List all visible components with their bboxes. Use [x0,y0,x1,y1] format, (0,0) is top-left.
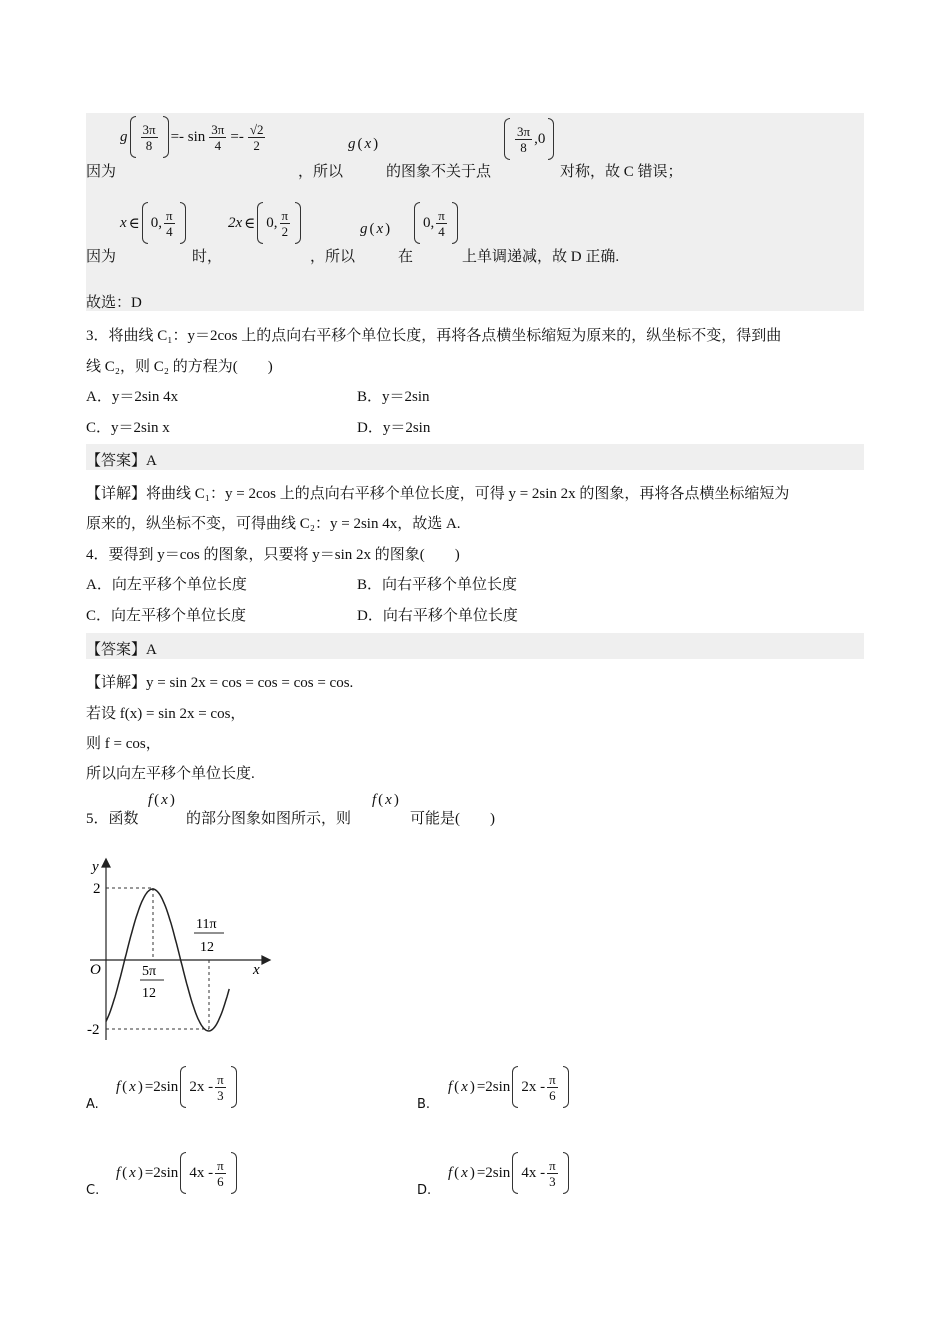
y-min-label: -2 [87,1022,100,1038]
q3-line2: 线 C₂，则 C₂ 的方程为( ) [86,359,273,375]
x-axis-arrow [262,956,270,964]
inner-term: 2x - [521,1078,546,1095]
denominator: 4 [166,223,173,239]
f-symbol: f [148,792,153,808]
q5-option-b-formula[interactable]: f ( x ) =2sin 2x - $\frac{\pi}{6}$ [448,1066,569,1108]
2x-interval [228,202,301,244]
paren-group [512,1066,568,1108]
block-d-tail: 上单调递减，故 D 正确. [462,249,620,265]
x2-den-label: 12 [200,940,214,955]
g-3pi-8-formula [120,116,267,158]
x-symbol: x [376,221,384,237]
in-symbol: ∈ [244,215,256,232]
eq-minus-sin: =- sin [170,128,206,145]
in-symbol: ∈ [128,215,140,232]
eq-2sin: =2sin [476,1164,511,1181]
numerator: 3π [211,121,225,137]
y-max-label: 2 [93,881,101,897]
q4-option-a[interactable]: A．向左平移个单位长度 [86,577,247,593]
q5-option-d-formula[interactable]: f ( x ) =2sin 4x - $\frac{\pi}{3}$ [448,1152,569,1194]
q5-option-b-letter[interactable]: B. [417,1097,431,1112]
paren-group [504,118,554,160]
q4-detail-line3: 则 f = cos， [86,736,161,752]
q3-answer: 【答案】A [86,453,157,469]
f-symbol: f [116,1078,121,1095]
denominator: 8 [520,139,527,155]
f-symbol: f [116,1164,121,1181]
x-axis-label: x [253,962,260,978]
q5-end: 可能是( ) [410,811,495,827]
point-3pi-8 [504,118,554,160]
numerator: π [281,207,289,223]
q4-detail-line4: 所以向左平移个单位长度. [86,766,255,782]
denominator: 6 [217,1173,224,1189]
choose-answer: 故选：D [86,295,142,311]
g-symbol: g [360,221,368,237]
interval-0-pi4 [414,202,458,244]
denominator: 4 [214,137,222,153]
fraction [436,208,447,239]
eq-2sin: =2sin [144,1078,179,1095]
fraction [547,1072,558,1103]
q4-option-c[interactable]: C．向左平移个单位长度 [86,608,247,624]
denominator: 8 [145,137,153,153]
y-axis-arrow [102,859,110,867]
x1-num-label: 5π [142,964,157,979]
inner-term: 4x - [189,1164,214,1181]
q5-fx-1: f ( x ) [148,792,175,808]
q3-option-a[interactable]: A．y＝2sin 4x [86,389,179,405]
sine-graph [80,855,280,1050]
inner-term: 2x - [189,1078,214,1095]
numerator: √2 [249,121,264,137]
q5-option-c-formula[interactable]: f ( x ) =2sin 4x - $\frac{\pi}{6}$ [116,1152,237,1194]
fraction [547,1158,558,1189]
numerator: π [549,1157,556,1173]
denominator: 2 [281,223,289,239]
x-symbol: x [461,1078,468,1095]
q3-line1: 3．将曲线 C₁：y＝2cos 上的点向右平移个单位长度，再将各点横坐标缩短为原来的，纵坐标不变，得到曲 [86,328,782,344]
x-symbol: x [120,214,127,231]
point-end: ,0 [534,130,546,147]
paren-group [257,202,301,244]
q5-option-a-formula[interactable]: f ( x ) =2sin 2x - $\frac{\pi}{3}$ [116,1066,237,1108]
paren-group [142,202,186,244]
block-d-prefix: 因为 [86,249,117,265]
q5-option-c-letter[interactable]: C. [86,1183,100,1198]
block-c-prefix: 因为 [86,164,117,180]
q3-option-b[interactable]: B．y＝2sin [357,389,430,405]
f-symbol: f [372,792,377,808]
denominator: 4 [438,223,445,239]
zero: 0, [423,214,435,231]
y-axis-label: y [92,859,99,875]
numerator: π [549,1071,556,1087]
x-symbol: x [385,792,392,808]
fraction [515,124,532,155]
f-symbol: f [448,1078,453,1095]
q4-option-b[interactable]: B．向右平移个单位长度 [357,577,518,593]
block-d-so: ，所以 [310,249,356,265]
gx-label: g ( x ) [348,136,379,152]
q4-detail-line2: 若设 f(x) = sin 2x = cos， [86,706,246,722]
zero: 0, [150,214,163,231]
paren-group [180,1152,236,1194]
block-c-sym: 对称，故 C 错误； [560,164,683,180]
numerator: π [166,207,173,223]
fraction [141,122,158,153]
x-symbol: x [461,1164,468,1181]
q5-option-a-letter[interactable]: A. [86,1097,99,1112]
x-symbol: x [161,792,168,808]
gx-label-d: g ( x ) [360,221,391,237]
paren-group [180,1066,236,1108]
paren-group [414,202,458,244]
x-interval [120,202,186,244]
q3-option-d[interactable]: D．y＝2sin [357,420,431,436]
numerator: π [217,1071,224,1087]
g-symbol: g [348,136,356,152]
paren-group [130,116,169,158]
q3-detail-line1: 【详解】将曲线 C₁：y = 2cos 上的点向右平移个单位长度，可得 y = 2sin 2x 的图象，再将各点横坐标缩短为 [86,486,790,502]
numerator: π [217,1157,224,1173]
q4-option-d[interactable]: D．向右平移个单位长度 [357,608,518,624]
q5-mid: 的部分图象如图所示，则 [186,811,352,827]
q4-detail-line1: 【详解】y = sin 2x = cos = cos = cos = cos. [86,675,354,691]
paren-group [512,1152,568,1194]
x-symbol: x [129,1164,136,1181]
origin-label: O [90,962,101,978]
q3-option-c[interactable]: C．y＝2sin x [86,420,170,436]
numerator: 3π [517,123,531,139]
two-x: 2x [228,214,243,231]
answer-shade-q4 [86,633,864,659]
denominator: 3 [217,1087,224,1103]
answer-shade-q3 [86,444,864,470]
fraction [209,122,226,153]
block-d-shi: 时， [192,249,223,265]
q4-answer: 【答案】A [86,642,157,658]
fraction [215,1158,226,1189]
numerator: π [438,207,445,223]
block-c-graph-not: 的图象不关于点 [386,164,492,180]
numerator: 3π [142,121,156,137]
eq-minus: =- [230,128,244,145]
q4-line1: 4．要得到 y＝cos 的图象，只要将 y＝sin 2x 的图象( ) [86,547,460,563]
fraction [280,208,291,239]
fraction [215,1072,226,1103]
x1-den-label: 12 [142,986,156,1001]
g-symbol: g [120,128,128,145]
f-symbol: f [448,1164,453,1181]
fraction [248,122,266,153]
block-d-zai: 在 [398,249,414,265]
x-symbol: x [364,136,372,152]
denominator: 6 [549,1087,556,1103]
eq-2sin: =2sin [144,1164,179,1181]
q5-num: 5．函数 [86,811,139,827]
denominator: 3 [549,1173,556,1189]
x2-num-label: 11π [196,917,217,932]
fraction [164,208,175,239]
denominator: 2 [253,137,260,153]
eq-2sin: =2sin [476,1078,511,1095]
inner-term: 4x - [521,1164,546,1181]
q5-option-d-letter[interactable]: D. [417,1183,432,1198]
q3-detail-line2: 原来的，纵坐标不变，可得曲线 C₂：y = 2sin 4x，故选 A. [86,516,461,532]
block-c-so: ，所以 [298,164,344,180]
q5-fx-2: f ( x ) [372,792,399,808]
x-symbol: x [129,1078,136,1095]
zero: 0, [266,214,278,231]
